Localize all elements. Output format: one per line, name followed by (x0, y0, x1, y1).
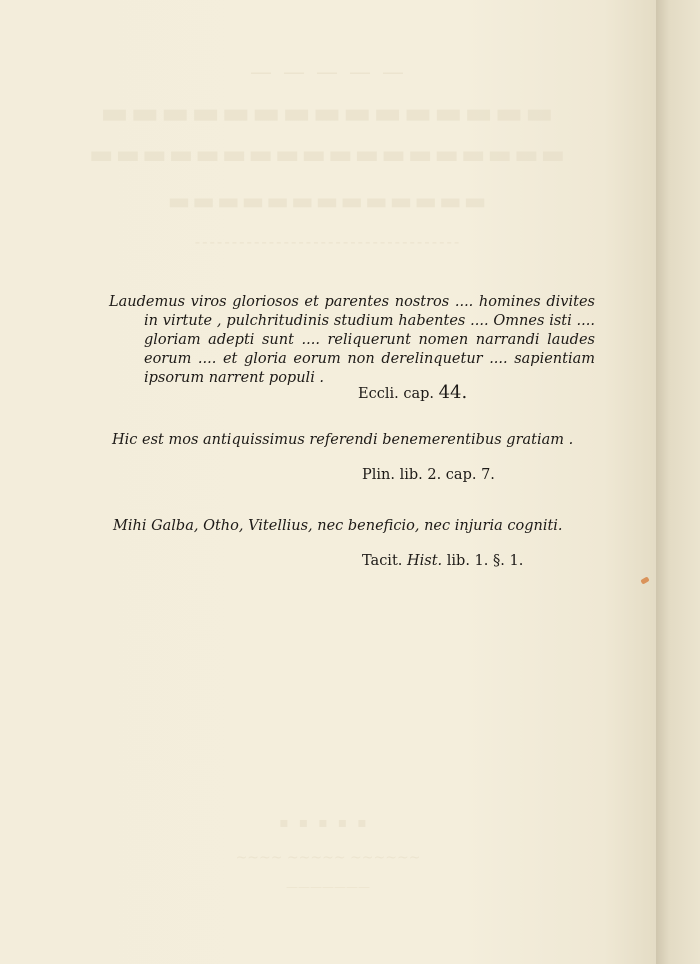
citation-number: 44. (438, 382, 468, 403)
show-through-text: ‐‐‐‐‐‐‐‐‐‐‐‐‐‐‐‐‐‐‐‐‐‐‐‐‐‐‐‐‐‐‐‐‐‐‐‐ (194, 232, 462, 251)
citation-text: Eccli. cap. (358, 386, 434, 402)
citation-location: lib. 1. §. 1. (446, 553, 524, 569)
show-through-text: — — — — — (250, 60, 406, 85)
ink-mark (640, 576, 649, 584)
epigraph-line: ipsorum narrent populi . (144, 370, 325, 386)
citation-author: Tacit. (362, 553, 403, 569)
citation-ecclesiasticus (358, 382, 467, 403)
show-through-text: ▬▬▬▬▬▬▬▬▬▬▬▬▬▬▬▬▬▬ (88, 140, 568, 170)
show-through-text: ▪▪▪▪▪ (279, 815, 377, 831)
citation-pliny: Plin. lib. 2. cap. 7. (362, 467, 495, 483)
show-through-text: ▬▬▬▬▬▬▬▬▬▬▬▬▬ (167, 186, 489, 215)
epigraph-pliny: Hic est mos antiquissimus referendi benemerentibus gratiam . (112, 432, 574, 448)
show-through-text: ——————— (286, 880, 370, 894)
citation-tacitus (362, 553, 523, 569)
epigraph-ecclesiasticus (109, 293, 595, 388)
epigraph-line: in virtute , pulchritudinis studium habentes .... Omnes isti .... (144, 313, 595, 329)
adjacent-page-edge (656, 0, 700, 964)
epigraph-tacitus: Mihi Galba, Otho, Vitellius, nec beneficio, nec injuria cogniti. (113, 518, 563, 534)
citation-work: Hist. (407, 553, 443, 569)
epigraph-line: gloriam adepti sunt .... reliquerunt nomen narrandi laudes (144, 332, 595, 348)
epigraph-line: Laudemus viros gloriosos et parentes nostros .... homines divites (109, 294, 595, 310)
show-through-text: ▬▬▬▬▬▬▬▬▬▬▬▬▬▬▬ (100, 96, 556, 131)
epigraph-line: eorum .... et gloria eorum non derelinquetur .... sapientiam (144, 351, 595, 367)
show-through-text: ~~~~ ~~~~~ ~~~~~~ (235, 850, 421, 866)
